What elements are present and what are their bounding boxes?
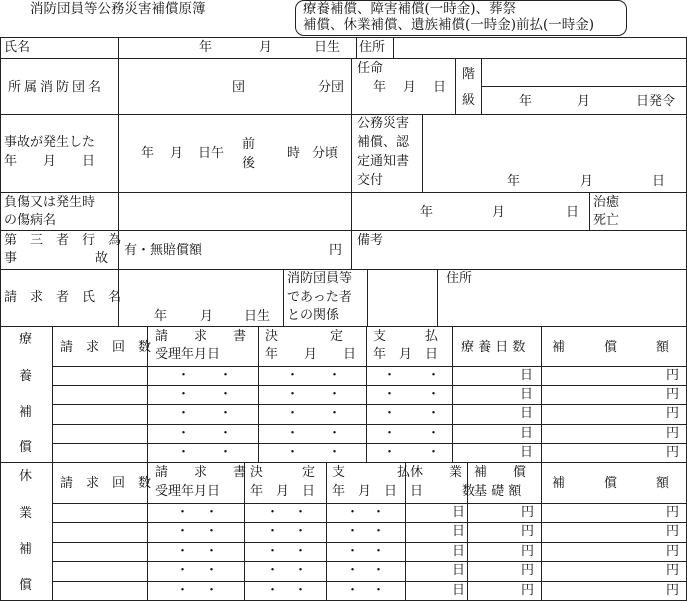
amount-unit: 円 <box>666 368 680 383</box>
claim-date-dot: ・ <box>176 524 190 539</box>
notice-label-2: 補償、認 <box>357 135 410 150</box>
appointed-label: 任命 <box>357 61 384 76</box>
row-line <box>52 581 686 582</box>
relation-label-2: であった者 <box>287 290 352 305</box>
leave-header-claim-bottom: 受理年月日 <box>155 484 221 499</box>
row-line <box>0 326 687 327</box>
injury-label-1: 負傷又は発生時 <box>4 195 96 210</box>
accident-day: 日午 <box>198 146 225 161</box>
base-amount-unit: 円 <box>521 524 535 539</box>
decision-date-dot: ・ <box>328 445 342 460</box>
claim-date-dot: ・ <box>219 445 233 460</box>
row-line <box>52 385 686 386</box>
base-amount-unit: 円 <box>521 505 535 520</box>
claim-date-dot: ・ <box>205 583 219 598</box>
col-line <box>258 326 259 462</box>
col-line <box>244 462 245 600</box>
amount-unit: 円 <box>666 387 680 402</box>
leave-header-decision-bottom: 年 月 日 <box>250 484 316 499</box>
rank-month: 月 <box>577 94 591 109</box>
decision-date-dot: ・ <box>286 368 300 383</box>
medical-header-count: 請 求 回 数 <box>60 340 152 355</box>
decision-date-dot: ・ <box>286 426 300 441</box>
third-party-label-2: 事 故 <box>4 251 109 266</box>
leave-header-amount: 補 償 額 <box>552 476 670 491</box>
decision-date-dot: ・ <box>328 368 342 383</box>
compensation-yes-no: 有・無賠償額 <box>124 243 203 258</box>
compensation-yen: 円 <box>329 243 343 258</box>
payment-date-dot: ・ <box>427 445 441 460</box>
amount-unit: 円 <box>666 426 680 441</box>
rank-label-bottom: 級 <box>462 93 476 108</box>
claim-date-dot: ・ <box>205 505 219 520</box>
amount-unit: 円 <box>666 505 680 520</box>
rank-year: 年 <box>519 94 533 109</box>
payment-date-dot: ・ <box>372 583 386 598</box>
claim-date-dot: ・ <box>177 387 191 402</box>
dan-unit: 団 <box>232 80 246 95</box>
leave-side-label-2: 業 <box>19 506 33 521</box>
injury-month: 月 <box>492 205 506 220</box>
row-line <box>0 58 687 59</box>
medical-side-label-1: 療 <box>19 332 33 347</box>
relation-label-1: 消防団員等 <box>287 271 353 286</box>
medical-header-days: 療 養 日 数 <box>461 340 526 355</box>
cell-line <box>481 86 686 87</box>
cell-line <box>351 58 352 114</box>
amount-unit: 円 <box>666 544 680 559</box>
decision-date-dot: ・ <box>328 406 342 421</box>
side-column-line <box>52 462 53 600</box>
outcome-died: 死亡 <box>593 213 620 228</box>
leave-header-base-bottom: 基 礎 額 <box>474 484 522 499</box>
cell-line <box>455 58 456 114</box>
decision-date-dot: ・ <box>328 387 342 402</box>
rank-label-top: 階 <box>462 67 476 82</box>
medical-header-pay-top: 支 払 <box>373 329 439 344</box>
notice-year: 年 <box>507 174 521 189</box>
cell-line <box>351 114 352 230</box>
payment-date-dot: ・ <box>383 406 397 421</box>
claim-date-dot: ・ <box>219 368 233 383</box>
accident-month: 月 <box>170 146 184 161</box>
claim-date-dot: ・ <box>219 406 233 421</box>
accident-am: 前 <box>242 137 256 152</box>
birth-year: 年 <box>199 40 213 55</box>
leave-side-label-3: 補 <box>19 542 33 557</box>
claim-date-dot: ・ <box>176 583 190 598</box>
cell-line <box>283 269 284 326</box>
claim-date-dot: ・ <box>219 426 233 441</box>
claim-date-dot: ・ <box>205 563 219 578</box>
row-line <box>52 561 686 562</box>
accident-minute: 分頃 <box>312 146 339 161</box>
claim-date-dot: ・ <box>177 445 191 460</box>
payment-date-dot: ・ <box>372 524 386 539</box>
appointed-day: 日 <box>433 80 447 95</box>
claim-date-dot: ・ <box>176 505 190 520</box>
outcome-cured: 治癒 <box>593 195 620 210</box>
row-line <box>0 230 687 231</box>
frame-top-line <box>0 37 687 38</box>
claimant-label: 請 求 者 氏 名 <box>4 290 122 305</box>
days-unit: 日 <box>520 445 534 460</box>
leave-header-pay-top: 支 払 <box>332 465 411 480</box>
days-unit: 日 <box>452 544 466 559</box>
side-column-line <box>52 326 53 462</box>
row-line <box>52 522 686 523</box>
medical-header-decision-top: 決 定 <box>265 329 344 344</box>
payment-date-dot: ・ <box>383 387 397 402</box>
notice-label-1: 公務災害 <box>357 116 410 131</box>
payment-date-dot: ・ <box>346 583 360 598</box>
row-line <box>0 269 687 270</box>
decision-date-dot: ・ <box>286 406 300 421</box>
injury-day: 日 <box>566 205 580 220</box>
bundan-unit: 分団 <box>318 80 345 95</box>
cell-line <box>367 269 368 326</box>
injury-year: 年 <box>420 205 434 220</box>
col-line <box>467 462 468 600</box>
payment-date-dot: ・ <box>346 544 360 559</box>
cell-line <box>437 269 438 326</box>
leave-header-days-bottom: 日 数 <box>410 484 476 499</box>
address-label: 住所 <box>359 40 386 55</box>
days-unit: 日 <box>452 583 466 598</box>
payment-date-dot: ・ <box>346 505 360 520</box>
payment-date-dot: ・ <box>372 505 386 520</box>
amount-unit: 円 <box>666 524 680 539</box>
days-unit: 日 <box>520 387 534 402</box>
leave-header-base-top: 補 償 <box>474 465 527 480</box>
cell-line <box>422 114 423 192</box>
appointed-month: 月 <box>403 80 417 95</box>
accident-year: 年 <box>141 146 155 161</box>
notice-month: 月 <box>580 174 594 189</box>
birth-day: 日生 <box>314 40 341 55</box>
frame-left-line <box>0 37 1 601</box>
days-unit: 日 <box>452 563 466 578</box>
row-line <box>52 443 686 444</box>
decision-date-dot: ・ <box>266 583 280 598</box>
row-line <box>0 192 687 193</box>
leave-header-decision-top: 決 定 <box>250 465 316 480</box>
decision-date-dot: ・ <box>266 524 280 539</box>
decision-date-dot: ・ <box>294 505 308 520</box>
claim-date-dot: ・ <box>219 387 233 402</box>
days-unit: 日 <box>452 524 466 539</box>
amount-unit: 円 <box>666 445 680 460</box>
medical-side-label-3: 補 <box>19 405 33 420</box>
payment-date-dot: ・ <box>346 563 360 578</box>
base-amount-unit: 円 <box>521 563 535 578</box>
claimant-address-label: 住所 <box>446 271 473 286</box>
medical-header-claim-top: 請 求 書 <box>155 329 247 344</box>
payment-date-dot: ・ <box>427 368 441 383</box>
medical-side-label-4: 償 <box>19 440 33 455</box>
claimant-birth-day: 日生 <box>244 309 271 324</box>
notice-label-3: 定通知書 <box>357 154 410 169</box>
col-line <box>366 326 367 462</box>
rank-day: 日発令 <box>636 94 676 109</box>
leave-side-label-1: 休 <box>19 469 33 484</box>
amount-unit: 円 <box>666 563 680 578</box>
row-line <box>52 542 686 543</box>
medical-header-pay-bottom: 年 月 日 <box>373 347 439 362</box>
decision-date-dot: ・ <box>294 563 308 578</box>
decision-date-dot: ・ <box>328 426 342 441</box>
medical-header-amount: 補 償 額 <box>552 340 670 355</box>
leave-header-days-top: 休 業 <box>410 465 463 480</box>
leave-header-pay-bottom: 年 月 日 <box>332 484 398 499</box>
leave-header-claim-top: 請 求 書 <box>155 465 247 480</box>
payment-date-dot: ・ <box>372 544 386 559</box>
medical-side-label-2: 養 <box>19 369 33 384</box>
injury-label-2: の傷病名 <box>4 213 57 228</box>
amount-unit: 円 <box>666 406 680 421</box>
days-unit: 日 <box>520 368 534 383</box>
notice-day: 日 <box>652 174 666 189</box>
compensation-types-line-2: 補償、休業補償、遺族補償(一時金)前払(一時金) <box>303 17 595 33</box>
appointed-year: 年 <box>373 80 387 95</box>
days-unit: 日 <box>520 406 534 421</box>
col-line <box>326 462 327 600</box>
claim-date-dot: ・ <box>177 368 191 383</box>
col-line <box>452 326 453 462</box>
col-line <box>405 462 406 600</box>
base-amount-unit: 円 <box>521 583 535 598</box>
claim-date-dot: ・ <box>205 524 219 539</box>
cell-line <box>351 230 352 269</box>
medical-header-claim-bottom: 受理年月日 <box>155 347 221 362</box>
notice-label-4: 交付 <box>357 173 384 188</box>
decision-date-dot: ・ <box>266 544 280 559</box>
cell-line <box>393 37 394 58</box>
row-line <box>52 424 686 425</box>
decision-date-dot: ・ <box>266 505 280 520</box>
amount-unit: 円 <box>666 583 680 598</box>
birth-month: 月 <box>259 40 273 55</box>
compensation-types-line-1: 療養補償、障害補償(一時金)、葬祭 <box>303 1 517 17</box>
name-label: 氏名 <box>4 40 31 55</box>
relation-label-3: との関係 <box>287 308 340 323</box>
claim-date-dot: ・ <box>176 563 190 578</box>
label-column-line <box>118 37 119 230</box>
claimant-birth-year: 年 <box>154 309 168 324</box>
claim-date-dot: ・ <box>177 426 191 441</box>
row-line <box>52 404 686 405</box>
col-line <box>541 326 542 462</box>
section-line <box>0 462 687 463</box>
decision-date-dot: ・ <box>294 544 308 559</box>
remarks-label: 備考 <box>357 233 384 248</box>
row-line <box>0 114 687 115</box>
claim-date-dot: ・ <box>205 544 219 559</box>
leave-header-count: 請 求 回 数 <box>60 476 152 491</box>
base-amount-unit: 円 <box>521 544 535 559</box>
payment-date-dot: ・ <box>383 368 397 383</box>
days-unit: 日 <box>520 426 534 441</box>
leave-side-label-4: 償 <box>19 578 33 593</box>
accident-date-label-2: 年 月 日 <box>4 154 96 169</box>
accident-hour: 時 <box>287 146 301 161</box>
cell-line <box>589 192 590 230</box>
decision-date-dot: ・ <box>266 563 280 578</box>
claimant-birth-month: 月 <box>200 309 214 324</box>
decision-date-dot: ・ <box>286 387 300 402</box>
decision-date-dot: ・ <box>286 445 300 460</box>
claim-date-dot: ・ <box>177 406 191 421</box>
payment-date-dot: ・ <box>427 406 441 421</box>
payment-date-dot: ・ <box>427 426 441 441</box>
payment-date-dot: ・ <box>346 524 360 539</box>
payment-date-dot: ・ <box>427 387 441 402</box>
decision-date-dot: ・ <box>294 524 308 539</box>
payment-date-dot: ・ <box>383 426 397 441</box>
form-title: 消防団員等公務災害補償原簿 <box>30 1 206 17</box>
accident-pm: 後 <box>242 156 256 171</box>
col-line <box>541 462 542 600</box>
third-party-label-1: 第 三 者 行 為 <box>4 233 122 248</box>
claim-date-dot: ・ <box>176 544 190 559</box>
payment-date-dot: ・ <box>383 445 397 460</box>
medical-header-decision-bottom: 年 月 日 <box>265 347 357 362</box>
cell-line <box>356 37 357 58</box>
accident-date-label-1: 事故が発生した <box>4 135 96 150</box>
affiliation-label: 所属消防団名 <box>8 80 105 95</box>
decision-date-dot: ・ <box>294 583 308 598</box>
payment-date-dot: ・ <box>372 563 386 578</box>
days-unit: 日 <box>452 505 466 520</box>
